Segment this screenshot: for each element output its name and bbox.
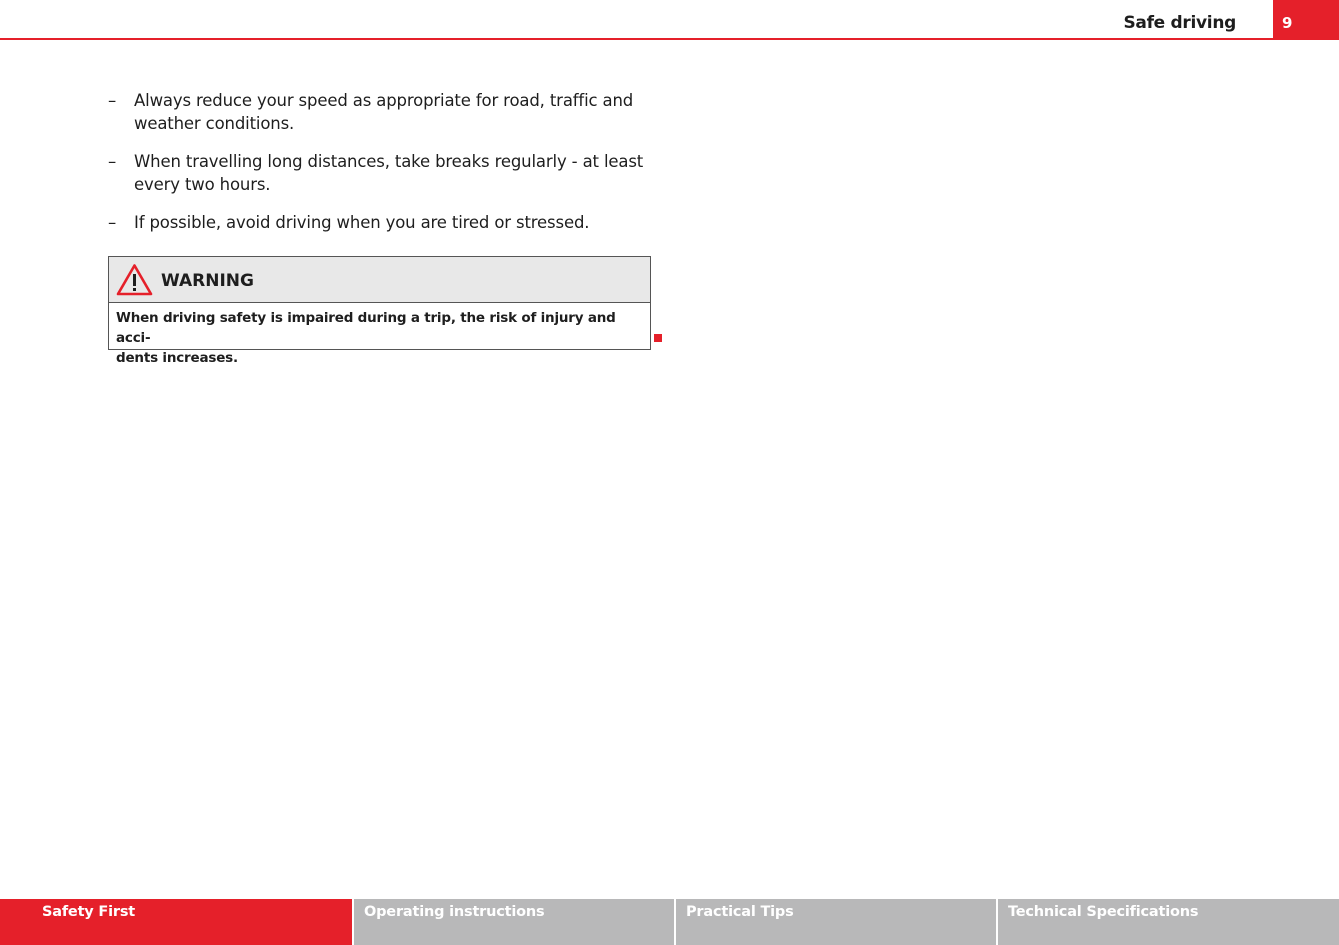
warning-text-line: When driving safety is impaired during a trip, the risk of injury and acci- bbox=[116, 310, 616, 346]
section-end-marker bbox=[654, 334, 662, 342]
tab-operating-instructions[interactable]: Operating instructions bbox=[354, 899, 674, 945]
footer-nav bbox=[0, 899, 1339, 945]
page-number: 9 bbox=[1282, 14, 1293, 32]
warning-text-line: dents increases. bbox=[116, 350, 238, 366]
bullet-dash: – bbox=[108, 152, 117, 171]
bullet-item bbox=[108, 150, 653, 196]
bullet-text: Always reduce your speed as appropriate for road, traffic and weather conditions. bbox=[134, 91, 634, 133]
warning-text bbox=[109, 303, 650, 368]
bullet-item bbox=[108, 211, 653, 234]
bullet-dash: – bbox=[108, 213, 117, 232]
tab-safety-first[interactable]: Safety First bbox=[0, 899, 352, 945]
warning-triangle-icon bbox=[116, 263, 153, 296]
bullet-text: When travelling long distances, take breaks regularly - at least every two hours. bbox=[134, 152, 644, 194]
header-rule bbox=[0, 38, 1339, 40]
tab-technical-specifications[interactable]: Technical Specifications bbox=[998, 899, 1339, 945]
page-number-box bbox=[1273, 0, 1339, 40]
warning-header bbox=[109, 257, 650, 303]
section-title: Safe driving bbox=[1123, 13, 1236, 33]
warning-title: WARNING bbox=[161, 271, 254, 291]
bullet-item bbox=[108, 89, 653, 135]
warning-box bbox=[108, 256, 651, 366]
tab-practical-tips[interactable]: Practical Tips bbox=[676, 899, 996, 945]
bullet-dash: – bbox=[108, 91, 117, 110]
bullet-text: If possible, avoid driving when you are tired or stressed. bbox=[134, 213, 590, 232]
bullet-list bbox=[108, 89, 653, 249]
